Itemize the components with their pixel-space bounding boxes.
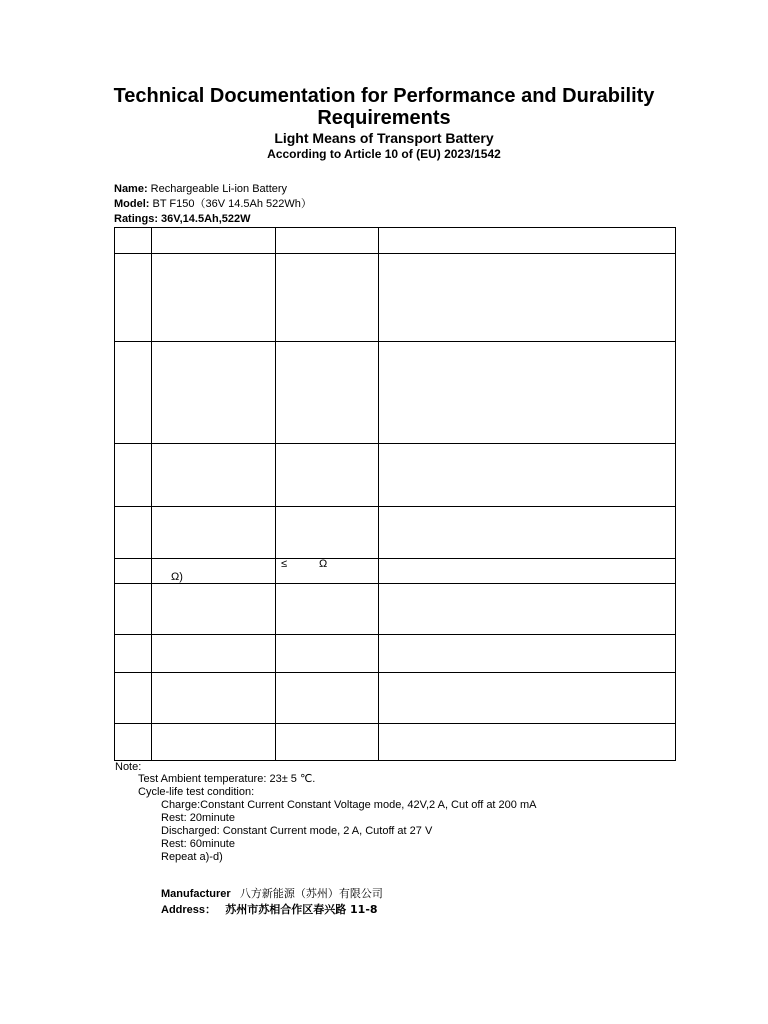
document-title-line-1: Technical Documentation for Performance and Durability bbox=[113, 85, 655, 107]
manufacturer-label: Manufacturer bbox=[161, 888, 231, 900]
note-discharge-step: Discharged: Constant Current mode, 2 A, Cutoff at 27 V bbox=[161, 825, 433, 837]
note-cycle-life-title: Cycle-life test condition: bbox=[138, 786, 255, 798]
note-label: Note: bbox=[115, 761, 142, 773]
address-value: 苏州市苏相合作区春兴路 11-8 bbox=[225, 903, 378, 916]
note-rest-step-1: Rest: 20minute bbox=[161, 812, 235, 824]
resistance-unit-fragment: Ω) bbox=[171, 571, 183, 583]
table-border bbox=[115, 228, 676, 761]
address-label: Address： bbox=[161, 904, 217, 916]
regulation-reference: According to Article 10 of (EU) 2023/1542 bbox=[267, 147, 501, 161]
model-label: Model: bbox=[114, 198, 150, 210]
note-rest-step-2: Rest: 60minute bbox=[161, 838, 235, 850]
note-ambient-temperature: Test Ambient temperature: 23± 5 ℃. bbox=[138, 773, 316, 785]
name-label: Name: bbox=[114, 183, 148, 195]
note-repeat-step: Repeat a)-d) bbox=[161, 851, 223, 863]
name-value: Rechargeable Li-ion Battery bbox=[147, 183, 288, 195]
ohm-symbol: Ω bbox=[319, 558, 328, 570]
document-subtitle: Light Means of Transport Battery bbox=[274, 130, 494, 146]
less-equal-symbol: ≤ bbox=[281, 558, 288, 570]
address-line bbox=[161, 903, 378, 917]
manufacturer-value: 八方新能源（苏州）有限公司 bbox=[239, 887, 383, 900]
document-title-line-2: Requirements bbox=[317, 107, 451, 129]
ratings-label: Ratings: 36V,14.5Ah,522W bbox=[114, 213, 251, 225]
note-charge-step: Charge:Constant Current Constant Voltage mode, 42V,2 A, Cut off at 200 mA bbox=[161, 799, 537, 811]
model-value: BT F150（36V 14.5Ah 522Wh） bbox=[149, 198, 312, 210]
manufacturer-line bbox=[161, 887, 383, 901]
